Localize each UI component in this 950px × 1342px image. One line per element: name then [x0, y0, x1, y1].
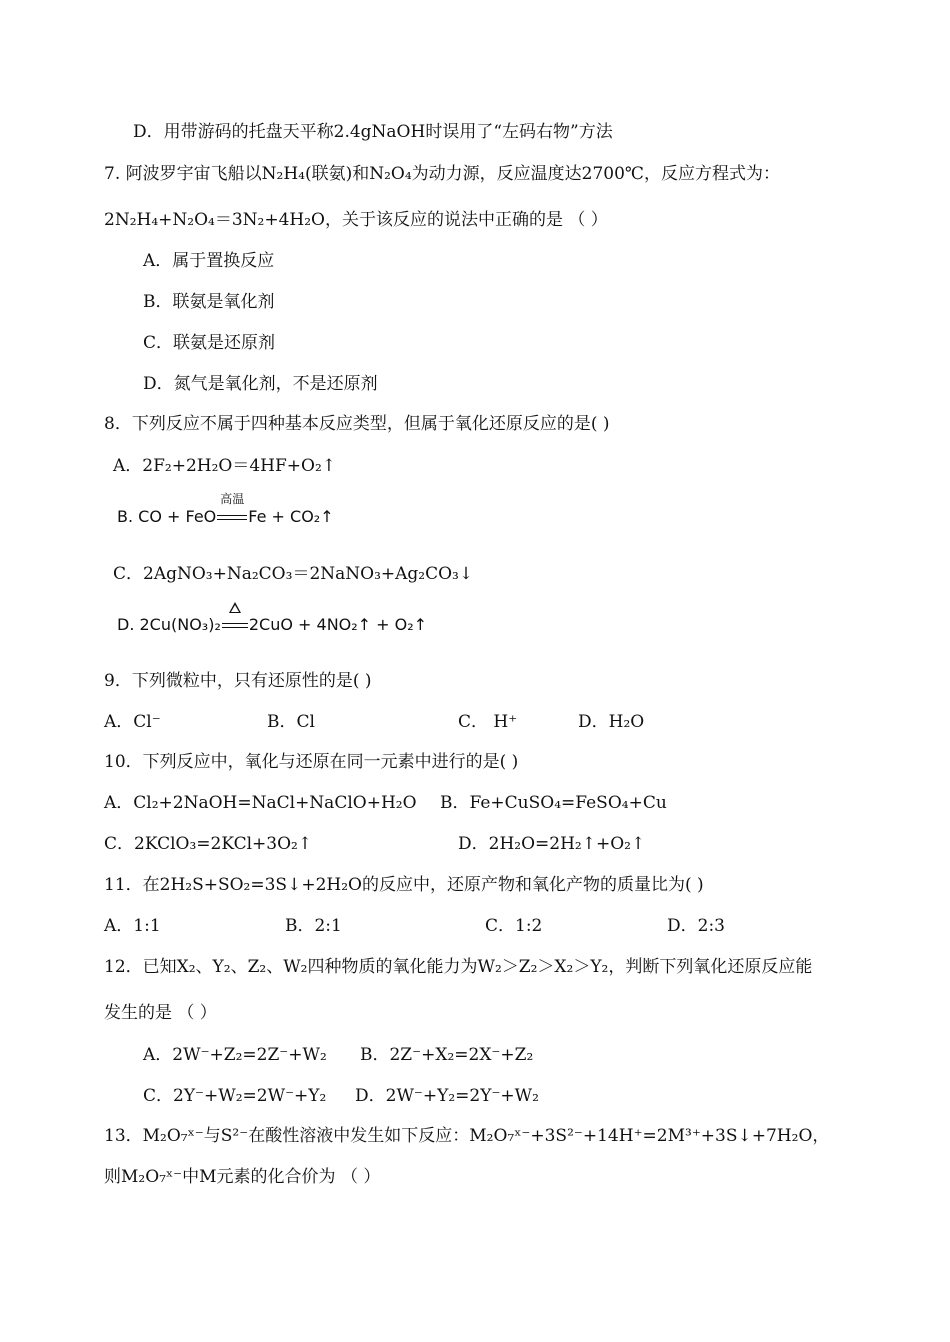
q8-b-condition: 高温 [220, 492, 245, 506]
q10-option-a: A．Cl₂+2NaOH=NaCl+NaClO+H₂O [104, 793, 417, 813]
q10-option-d: D．2H₂O=2H₂↑+O₂↑ [458, 834, 646, 854]
q9-option-d: D．H₂O [578, 712, 645, 732]
q7-stem-line2: 2N₂H₄+N₂O₄＝3N₂+4H₂O，关于该反应的说法中正确的是 （ ） [104, 210, 608, 230]
q8-stem: 8．下列反应不属于四种基本反应类型，但属于氧化还原反应的是( ) [104, 414, 610, 434]
q11-option-a: A．1:1 [104, 916, 161, 936]
q8-option-c: C．2AgNO₃+Na₂CO₃＝2NaNO₃+Ag₂CO₃↓ [113, 564, 474, 584]
q8-b-equals-sign [217, 492, 247, 528]
q11-option-d: D．2:3 [667, 916, 725, 936]
q8-option-a: A．2F₂+2H₂O＝4HF+O₂↑ [113, 456, 337, 476]
q7-option-c: C．联氨是还原剂 [143, 333, 276, 353]
q13-stem-line1: 13．M₂O₇ˣ⁻与S²⁻在酸性溶液中发生如下反应：M₂O₇ˣ⁻+3S²⁻+14H⁺=2M³⁺+3S↓+7H₂O， [104, 1126, 830, 1146]
q7-option-a: A．属于置换反应 [143, 251, 275, 271]
q12-option-d: D．2W⁻+Y₂=2Y⁻+W₂ [355, 1086, 539, 1106]
q7-option-d: D．氮气是氧化剂，不是还原剂 [143, 374, 378, 394]
q10-option-b: B．Fe+CuSO₄=FeSO₄+Cu [440, 793, 667, 813]
q10-stem: 10．下列反应中，氧化与还原在同一元素中进行的是( ) [104, 752, 519, 772]
q11-option-c: C．1:2 [485, 916, 543, 936]
q12-stem-line1: 12．已知X₂、Y₂、Z₂、W₂四种物质的氧化能力为W₂＞Z₂＞X₂＞Y₂，判断下列氧化还原反应能 [104, 957, 813, 977]
q8-d-equals-sign [222, 614, 248, 636]
q12-option-c: C．2Y⁻+W₂=2W⁻+Y₂ [143, 1086, 327, 1106]
q7-stem-line1: 7. 阿波罗宇宙飞船以N₂H₄(联氨)和N₂O₄为动力源，反应温度达2700℃，反应方程式为： [104, 164, 780, 184]
heat-triangle-icon [229, 602, 241, 613]
q8-b-reactants: B. CO + FeO [117, 507, 217, 526]
q12-stem-line2: 发生的是 （ ） [104, 1003, 217, 1023]
q8-b-products: Fe + CO₂↑ [248, 507, 334, 526]
q8-option-d [117, 614, 427, 636]
q9-option-c: C． H⁺ [458, 712, 518, 732]
q9-option-b: B．Cl [267, 712, 315, 732]
q8-d-reactants: D. 2Cu(NO₃)₂ [117, 615, 221, 634]
q8-option-b [117, 492, 334, 528]
q11-option-b: B．2:1 [285, 916, 342, 936]
q8-d-products: 2CuO + 4NO₂↑ + O₂↑ [248, 615, 428, 634]
q6-option-d: D．用带游码的托盘天平称2.4gNaOH时误用了“左码右物”方法 [133, 122, 613, 142]
q13-stem-line2: 则M₂O₇ˣ⁻中M元素的化合价为 （ ） [104, 1167, 381, 1187]
q11-stem: 11．在2H₂S+SO₂=3S↓+2H₂O的反应中，还原产物和氧化产物的质量比为( ) [104, 875, 704, 895]
q9-option-a: A．Cl⁻ [104, 712, 161, 732]
q12-option-b: B．2Z⁻+X₂=2X⁻+Z₂ [360, 1045, 534, 1065]
q12-option-a: A．2W⁻+Z₂=2Z⁻+W₂ [143, 1045, 327, 1065]
q9-stem: 9．下列微粒中，只有还原性的是( ) [104, 671, 372, 691]
q10-option-c: C．2KClO₃=2KCl+3O₂↑ [104, 834, 313, 854]
q7-option-b: B．联氨是氧化剂 [143, 292, 275, 312]
